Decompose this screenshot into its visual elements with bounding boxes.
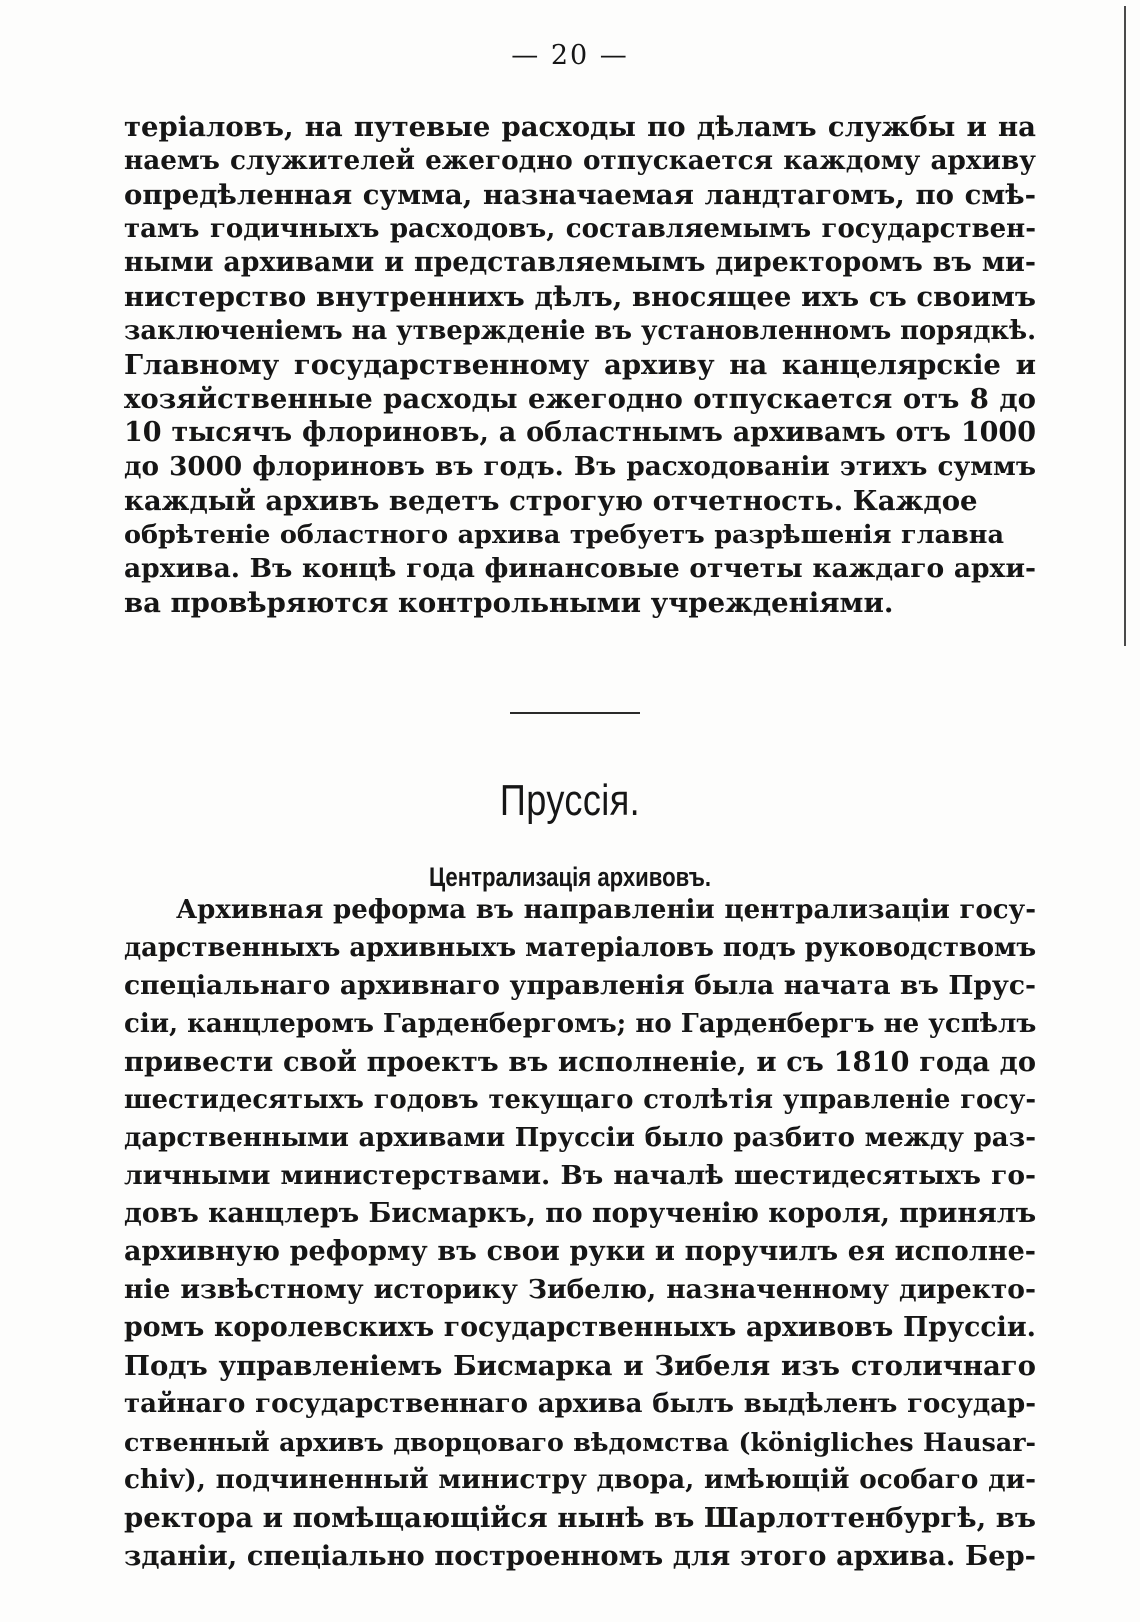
section-title: Централизація архивовъ. bbox=[428, 862, 712, 892]
text-line: дарственными архивами Пруссіи было разбито между раз- bbox=[124, 1123, 1036, 1153]
text-line: тамъ годичныхъ расходовъ, составляемымъ государствен- bbox=[124, 214, 1036, 244]
text-line: Главному государственному архиву на канцелярскіе и bbox=[124, 349, 1036, 381]
text-line: привести свой проектъ въ исполненіе, и съ 1810 года до bbox=[124, 1046, 1036, 1078]
text-line: хозяйственные расходы ежегодно отпускается отъ 8 до bbox=[124, 383, 1036, 415]
text-line: обрѣтеніе областного архива требуетъ разрѣшенія главна bbox=[124, 520, 1004, 550]
text-line: дарственныхъ архивныхъ матеріаловъ подъ руководствомъ bbox=[124, 933, 1037, 963]
text-line: наемъ служителей ежегодно отпускается каждому архиву bbox=[124, 145, 1036, 176]
text-line: шестидесятыхъ годовъ текущаго столѣтія управленіе госу- bbox=[124, 1085, 1036, 1115]
text-line: каждый архивъ ведетъ строгую отчетность. Каждое bbox=[124, 485, 978, 517]
text-line: ромъ королевскихъ государственныхъ архивовъ Пруссіи. bbox=[124, 1312, 1036, 1343]
text-line: архива. Въ концѣ года финансовые отчеты каждаго архи- bbox=[124, 553, 1036, 584]
scan-edge-line bbox=[1124, 6, 1126, 646]
text-line: Подъ управленіемъ Бисмарка и Зибеля изъ столичнаго bbox=[124, 1350, 1036, 1382]
text-line: опредѣленная сумма, назначаемая ландтагомъ, по смѣ- bbox=[124, 179, 1036, 211]
text-line: личными министерствами. Въ началѣ шестидесятыхъ го- bbox=[124, 1160, 1036, 1191]
text-line: ными архивами и представляемымъ директоромъ въ ми- bbox=[124, 247, 1036, 278]
text-line: зданіи, спеціально построенномъ для этого архива. Бер- bbox=[124, 1540, 1036, 1572]
text-line: заключеніемъ на утвержденіе въ установленномъ порядкѣ. bbox=[124, 316, 1037, 346]
text-line: ственный архивъ дворцоваго вѣдомства (königliches Hausar- bbox=[124, 1427, 1036, 1457]
text-line: chiv), подчиненный министру двора, имѣющій особаго ди- bbox=[124, 1464, 1036, 1495]
text-line: Архивная реформа въ направленіи централизаціи госу- bbox=[176, 895, 1036, 925]
text-line: 10 тысячъ флориновъ, а областнымъ архивамъ отъ 1000 bbox=[124, 417, 1036, 448]
text-line: ніе извѣстному историку Зибелю, назначенному директо- bbox=[124, 1274, 1036, 1305]
text-line: ва провѣряются контрольными учрежденіями. bbox=[124, 587, 894, 619]
text-line: спеціальнаго архивнаго управленія была начата въ Прус- bbox=[124, 970, 1036, 1001]
text-line: ректора и помѣщающійся нынѣ въ Шарлоттенбургѣ, въ bbox=[124, 1502, 1036, 1534]
text-line: до 3000 флориновъ въ годъ. Въ расходованіи этихъ суммъ bbox=[124, 451, 1036, 482]
text-line: архивную реформу въ свои руки и поручилъ ея исполне- bbox=[124, 1236, 1036, 1267]
country-title: Пруссія. bbox=[499, 776, 641, 825]
text-line: довъ канцлеръ Бисмаркъ, по порученію короля, принялъ bbox=[124, 1198, 1037, 1229]
text-line: тайнаго государственнаго архива былъ выдѣленъ государ- bbox=[124, 1389, 1036, 1419]
page-number: — 20 — bbox=[511, 40, 629, 71]
section-divider bbox=[510, 712, 640, 714]
text-line: нистерство внутреннихъ дѣлъ, вносящее ихъ съ своимъ bbox=[124, 281, 1036, 313]
text-line: теріаловъ, на путевые расходы по дѣламъ службы и на bbox=[124, 111, 1036, 143]
text-line: сіи, канцлеромъ Гарденбергомъ; но Гарденбергъ не успѣлъ bbox=[124, 1009, 1037, 1039]
